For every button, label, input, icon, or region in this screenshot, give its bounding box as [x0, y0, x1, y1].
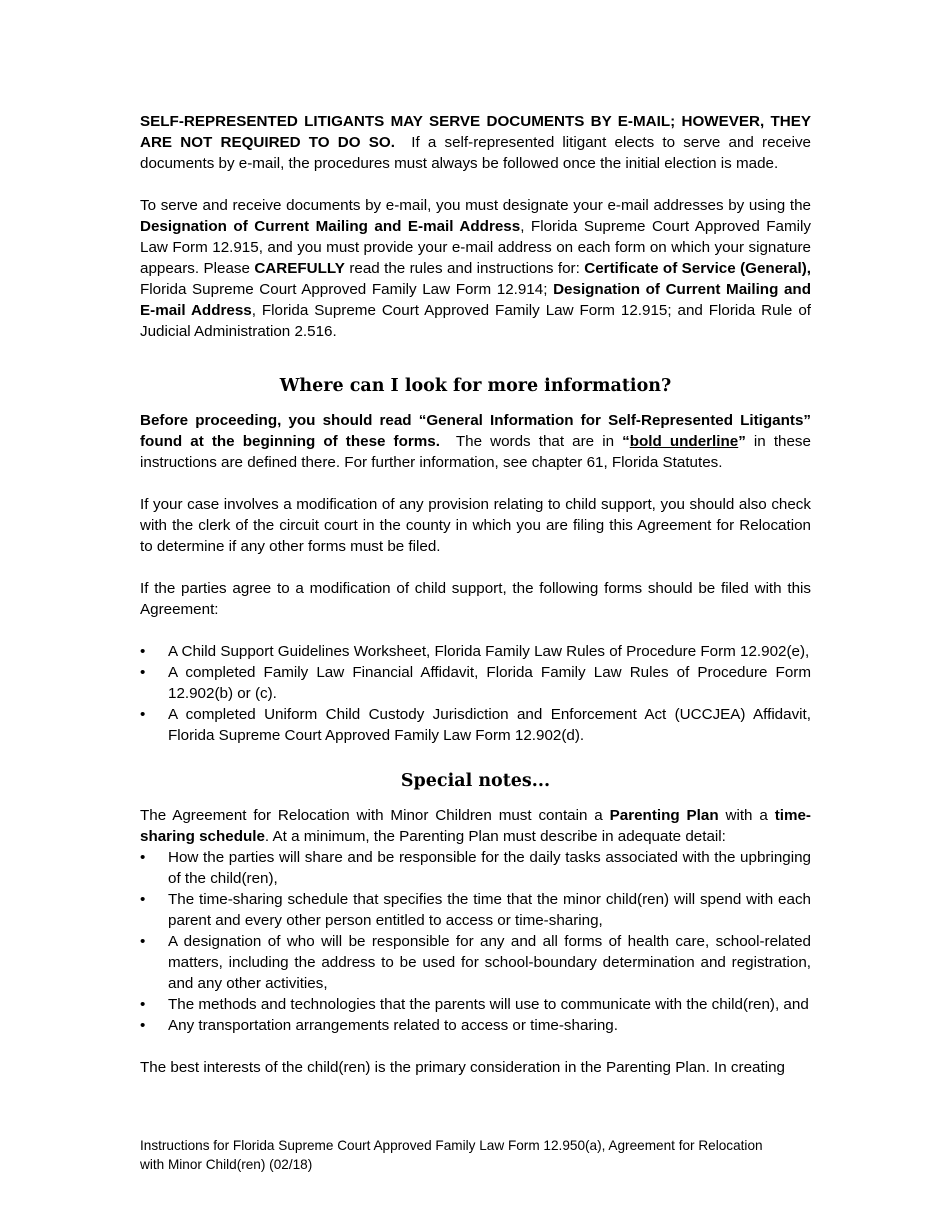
footer-line-2: with Minor Child(ren) (02/18)	[140, 1157, 313, 1172]
bold-underline-term: bold underline	[629, 433, 739, 450]
text-run: , Florida Supreme Court Approved Family Law Form 12.915, and you must provide your e-mail address on each form on which your signature appears. Please	[140, 218, 811, 277]
email-service-bold-notice: SELF-REPRESENTED LITIGANTS MAY SERVE DOCUMENTS BY E-MAIL; HOWEVER, THEY ARE NOT REQUIRED TO DO SO.	[140, 113, 811, 151]
parenting-plan-requirements-list	[140, 847, 811, 1036]
list-item	[140, 662, 811, 704]
list-item-text: A completed Family Law Financial Affidavit, Florida Family Law Rules of Procedure Form 12.902(b) or (c).	[168, 664, 811, 702]
email-designation-paragraph	[140, 195, 811, 342]
list-item-text: The methods and technologies that the parents will use to communicate with the child(ren), and	[168, 996, 809, 1013]
best-interests-paragraph: The best interests of the child(ren) is the primary consideration in the Parenting Plan. In creating	[140, 1059, 785, 1076]
page-body	[140, 111, 811, 1078]
text-run: To serve and receive documents by e-mail, you must designate your e-mail addresses by using the	[140, 197, 811, 214]
emphasis-carefully: CAREFULLY	[254, 260, 345, 277]
list-item-text: How the parties will share and be responsible for the daily tasks associated with the upbringing of the child(ren),	[168, 849, 811, 887]
text-run: The words that are in	[455, 433, 615, 450]
child-support-modification-paragraph: If your case involves a modification of any provision relating to child support, you should also check with the clerk of the circuit court in the county in which you are filing this Agreement for Relocation to determine if any other forms must be filed.	[140, 496, 811, 555]
bullet-icon: •	[140, 891, 146, 908]
general-information-bold: Before proceeding, you should read “General Information for Self-Represented Litigants” found at the beginning of these forms.	[140, 412, 811, 450]
form-name-certificate: Certificate of Service (General),	[584, 260, 811, 277]
list-item	[140, 994, 811, 1015]
bullet-icon: •	[140, 933, 146, 950]
list-item	[140, 931, 811, 994]
parenting-plan-term: Parenting Plan	[609, 807, 719, 824]
page-footer	[140, 1136, 820, 1174]
text-run: Florida Supreme Court Approved Family Law Form 12.914;	[140, 281, 548, 298]
list-item	[140, 847, 811, 889]
special-notes-heading: Special notes...	[400, 771, 551, 791]
form-name-designation-2: Designation of Current Mailing and E-mail Address	[140, 281, 811, 319]
list-item-text: The time-sharing schedule that specifies the time that the minor child(ren) will spend with each parent and every other person entitled to access or time-sharing,	[168, 891, 811, 929]
bullet-icon: •	[140, 1017, 146, 1034]
bullet-icon: •	[140, 664, 146, 681]
bullet-icon: •	[140, 849, 146, 866]
text-run: with a	[725, 807, 768, 824]
text-run: The Agreement for Relocation with Minor Children must contain a	[140, 807, 603, 824]
bullet-icon: •	[140, 643, 146, 660]
list-item	[140, 1015, 811, 1036]
text-run: . At a minimum, the Parenting Plan must describe in adequate detail:	[264, 828, 726, 845]
list-item-text: A Child Support Guidelines Worksheet, Florida Family Law Rules of Procedure Form 12.902(e),	[168, 643, 810, 660]
time-sharing-schedule-term: time-sharing schedule	[140, 807, 811, 845]
list-item	[140, 704, 811, 746]
email-service-paragraph	[140, 111, 811, 174]
list-item	[140, 641, 811, 662]
text-run: in these instructions are defined there. For further information, see chapter 61, Florida Statutes.	[140, 433, 811, 471]
list-item	[140, 889, 811, 931]
more-information-heading: Where can I look for more information?	[279, 376, 672, 396]
list-item-text: Any transportation arrangements related to access or time-sharing.	[168, 1017, 618, 1034]
email-service-text: If a self-represented litigant elects to serve and receive documents by e-mail, the procedures must always be followed once the initial election is made.	[140, 134, 811, 172]
general-information-paragraph	[140, 410, 811, 473]
footer-line-1: Instructions for Florida Supreme Court Approved Family Law Form 12.950(a), Agreement for Relocation	[140, 1138, 763, 1153]
form-name-designation: Designation of Current Mailing and E-mail Address	[140, 218, 521, 235]
list-item-text: A completed Uniform Child Custody Jurisdiction and Enforcement Act (UCCJEA) Affidavit, Florida Supreme Court Approved Family Law Form 12.902(d).	[168, 706, 811, 744]
required-forms-list	[140, 641, 811, 746]
quote-close: ”	[738, 433, 746, 450]
text-run: read the rules and instructions for:	[349, 260, 580, 277]
bullet-icon: •	[140, 996, 146, 1013]
quote-open: “	[622, 433, 630, 450]
forms-intro-paragraph: If the parties agree to a modification of child support, the following forms should be filed with this Agreement:	[140, 580, 811, 618]
parenting-plan-paragraph	[140, 805, 811, 847]
text-run: , Florida Supreme Court Approved Family Law Form 12.915; and Florida Rule of Judicial Administration 2.516.	[140, 302, 811, 340]
bullet-icon: •	[140, 706, 146, 723]
list-item-text: A designation of who will be responsible for any and all forms of health care, school-related matters, including the address to be used for school-boundary determination and registration, and any other activities,	[168, 933, 811, 992]
